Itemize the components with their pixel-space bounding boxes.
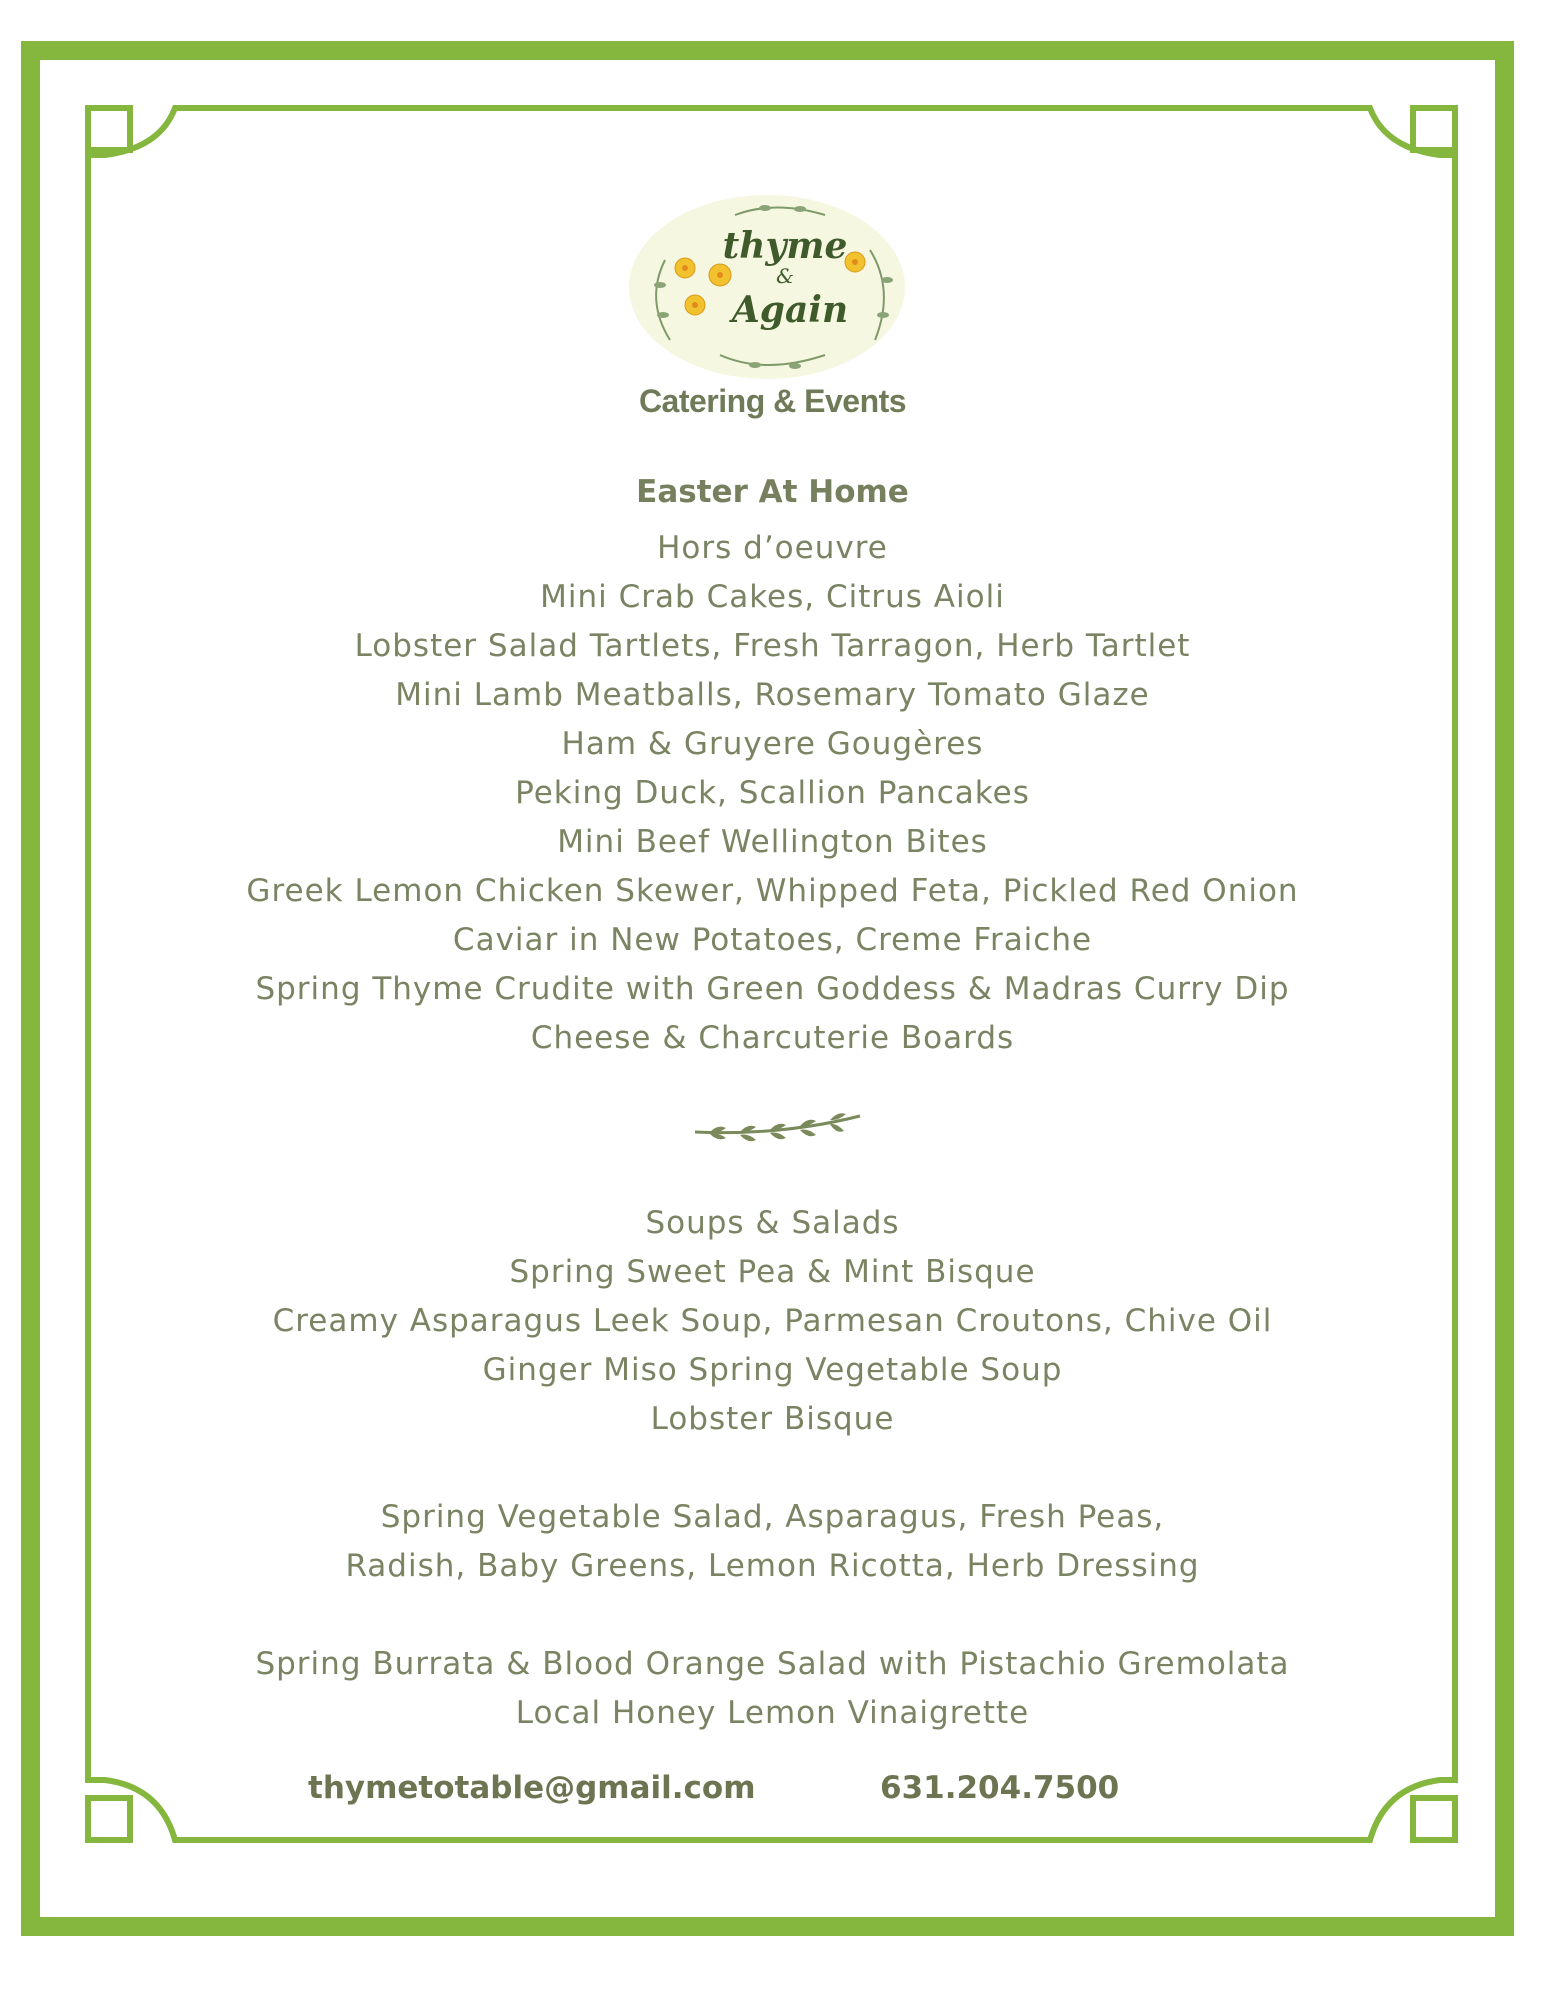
brand-subtitle: Catering & Events [638,383,907,419]
menu-item: Local Honey Lemon Vinaigrette [515,1695,1030,1731]
menu-item: Spring Vegetable Salad, Asparagus, Fresh Peas, [380,1499,1165,1535]
hors-doeuvre-section [0,524,1545,1063]
menu-title: Easter At Home [636,474,909,510]
menu-item: Mini Crab Cakes, Citrus Aioli [540,579,1005,615]
spacer [0,1444,1545,1493]
contact-phone[interactable]: 631.204.7500 [880,1770,1120,1806]
menu-item: Spring Thyme Crudite with Green Goddess & Madras Curry Dip [255,971,1290,1007]
menu-item: Mini Lamb Meatballs, Rosemary Tomato Glaze [395,677,1150,713]
menu-item: Caviar in New Potatoes, Creme Fraiche [452,922,1093,958]
soups-salads-section [0,1199,1545,1738]
logo-text-again: Again [731,289,849,331]
menu-item: Ham & Gruyere Gougères [561,726,984,762]
section-heading: Hors d’oeuvre [657,530,888,566]
logo-text-thyme: thyme [722,225,848,267]
logo-graphic [625,190,910,385]
logo-text-amp: & [776,264,794,288]
menu-item: Creamy Asparagus Leek Soup, Parmesan Croutons, Chive Oil [272,1303,1273,1339]
menu-item: Spring Sweet Pea & Mint Bisque [509,1254,1036,1290]
brand-logo [625,190,910,385]
menu-item: Mini Beef Wellington Bites [557,824,988,860]
menu-item: Spring Burrata & Blood Orange Salad with Pistachio Gremolata [255,1646,1290,1682]
sprig-divider-icon [690,1106,865,1154]
spacer [0,1591,1545,1640]
contact-email[interactable]: thymetotable@gmail.com [308,1770,756,1806]
menu-item: Lobster Bisque [650,1401,895,1437]
section-heading: Soups & Salads [645,1205,900,1241]
menu-item: Cheese & Charcuterie Boards [530,1020,1015,1056]
menu-item: Lobster Salad Tartlets, Fresh Tarragon, Herb Tartlet [354,628,1191,664]
menu-item: Peking Duck, Scallion Pancakes [515,775,1030,811]
menu-item: Ginger Miso Spring Vegetable Soup [482,1352,1063,1388]
menu-item: Greek Lemon Chicken Skewer, Whipped Feta, Pickled Red Onion [246,873,1299,909]
menu-item: Radish, Baby Greens, Lemon Ricotta, Herb Dressing [345,1548,1200,1584]
